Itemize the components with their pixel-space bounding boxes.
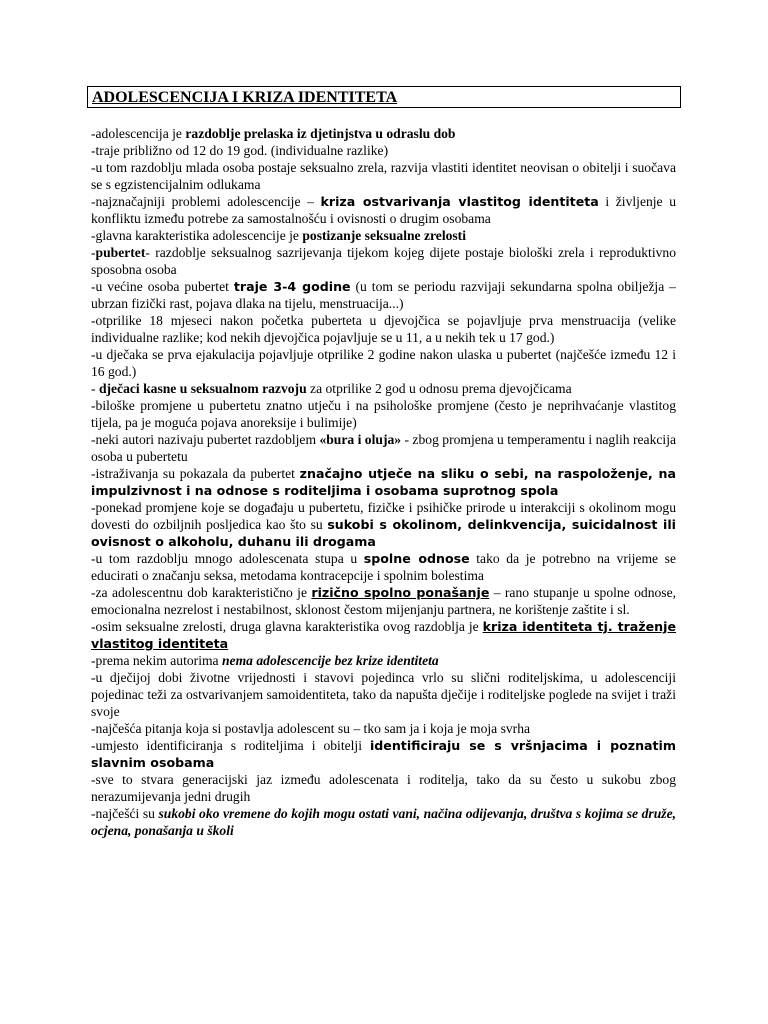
paragraph [91,465,676,499]
paragraph [91,805,676,839]
paragraph [91,142,676,159]
text-run: -najčešći su [91,806,159,821]
text-run: -najčešća pitanja koja si postavlja adolescent su – tko sam ja i koja je moja svrha [91,721,531,736]
document-body [91,125,676,839]
paragraph [91,278,676,312]
text-run: -umjesto identificiranja s roditeljima i obitelji [91,738,370,753]
paragraph [91,380,676,397]
paragraph [91,550,676,584]
text-run: (u tom se periodu razvijaji sekundarna spolna obilježja – ubrzan fizički rast, pojava dlaka na tijelu, menstruacija...) [91,279,676,311]
text-run: -ponekad promjene koje se događaju u pubertetu, fizičke i psihičke prirode u interakciji s okolinom mogu dovesti do ozbiljnih posljedica kao što su [91,500,676,532]
text-run: -u tom razdoblju mlada osoba postaje seksualno zrela, razvija vlastiti identitet neovisan o obitelji i suočava se s egzistencijalnim odlukama [91,160,676,192]
document-title: ADOLESCENCIJA I KRIZA IDENTITETA [92,89,398,106]
emphasized-text: nema adolescencije bez krize identiteta [221,653,439,668]
paragraph [91,499,676,550]
emphasized-text: identificiraju se s vršnjacima i poznatim slavnim osobama [91,738,676,770]
text-run: za otprilike 2 god u odnosu prema djevojčicama [306,381,572,396]
text-run: -glavna karakteristika adolescencije je [91,228,303,243]
text-run: - [91,381,99,396]
emphasized-text: kriza identiteta tj. traženje vlastitog identiteta [91,619,677,651]
title-box [87,86,681,108]
emphasized-text: značajno utječe na sliku o sebi, na raspoloženje, na impulzivnost i na odnose s roditeljima i osobama suprotnog spola [91,466,677,498]
emphasized-text: pubertet [95,245,146,260]
text-run: -za adolescentnu dob karakteristično je [91,585,312,600]
emphasized-text: spolne odnose [363,551,470,566]
emphasized-text: traje 3-4 godine [233,279,351,294]
emphasized-text: kriza ostvarivanja vlastitog identiteta [320,194,599,209]
paragraph [91,771,676,805]
paragraph [91,669,676,720]
text-run: -najznačajniji problemi adolescencije – [91,194,321,209]
text-run: -sve to stvara generacijski jaz između adolescenata i roditelja, tako da su često u sukobu zbog nerazumijevanja jedni drugih [91,772,676,804]
emphasized-text: razdoblje prelaska iz djetinjstva u odraslu dob [185,126,456,141]
text-run: tako da je potrebno na vrijeme se educirati o značanju seksa, metodama kontracepcije i spolnim bolestima [91,551,676,583]
paragraph [91,737,676,771]
text-run: i življenje u konfliktu između potrebe za samostalnošću i ovisnosti o drugim osobama [91,194,676,226]
paragraph [91,584,676,618]
paragraph [91,652,676,669]
paragraph [91,720,676,737]
text-run: - [91,245,96,260]
text-run: – rano stupanje u spolne odnose, emocionalna nezrelost i nestabilnost, sklonost čestom mijenjanju partnera, ne korištenje zaštite i sl. [91,585,677,617]
paragraph [91,125,676,142]
text-run: -biloške promjene u pubertetu znatno utječu i na psihološke promjene (često je neprihvaćanje vlastitog tijela, pa je moguća pojava anoreksije i bulimije) [91,398,676,430]
text-run: -neki autori nazivaju pubertet razdobljem [91,432,320,447]
emphasized-text: «bura i oluja» [319,432,402,447]
paragraph [91,244,676,278]
emphasized-text: postizanje seksualne zrelosti [302,228,466,243]
paragraph [91,193,676,227]
text-run: -istraživanja su pokazala da pubertet [91,466,300,481]
paragraph [91,618,676,652]
text-run: -otprilike 18 mjeseci nakon početka puberteta u djevojčica se pojavljuje prva menstruacija (velike individualne razlike; kod nekih djevojčica pojavljuje se u 11, a u nekih tek u 17 god.) [91,313,676,345]
text-run: -u tom razdoblju mnogo adolescenata stupa u [91,551,364,566]
emphasized-text: dječaci kasne u seksualnom razvoju [98,381,307,396]
text-run: -traje približno od 12 do 19 god. (individualne razlike) [91,143,389,158]
paragraph [91,431,676,465]
paragraph [91,346,676,380]
paragraph [91,227,676,244]
text-run: -adolescencija je [91,126,186,141]
text-run: -u dječaka se prva ejakulacija pojavljuje otprilike 2 godine nakon ulaska u pubertet (najčešće između 12 i 16 god.) [91,347,676,379]
emphasized-text: sukobi s okolinom, delinkvencija, suicidalnost ili ovisnost o alkoholu, duhanu ili drogama [91,517,676,549]
paragraph [91,312,676,346]
text-run: -u dječijoj dobi životne vrijednosti i stavovi pojedinca vrlo su slični roditeljskima, u adolescenciji pojedinac teži za ostvarivanjem samoidentiteta, tako da napušta dječije i roditeljske poglede na svijet i traži svoje [91,670,676,719]
text-run: - razdoblje seksualnog sazrijevanja tijekom kojeg dijete postaje biološki zrela i reproduktivno sposobna osoba [91,245,676,277]
text-run: -prema nekim autorima [91,653,222,668]
text-run: -u većine osoba pubertet [91,279,234,294]
emphasized-text: rizično spolno ponašanje [311,585,490,600]
emphasized-text: sukobi oko vremene do kojih mogu ostati vani, načina odijevanja, društva s kojima se druže, ocjena, ponašanja u školi [91,806,677,838]
paragraph [91,397,676,431]
paragraph [91,159,676,193]
text-run: - zbog promjena u temperamentu i naglih reakcija osoba u pubertetu [91,432,677,464]
text-run: -osim seksualne zrelosti, druga glavna karakteristika ovog razdoblja je [91,619,483,634]
